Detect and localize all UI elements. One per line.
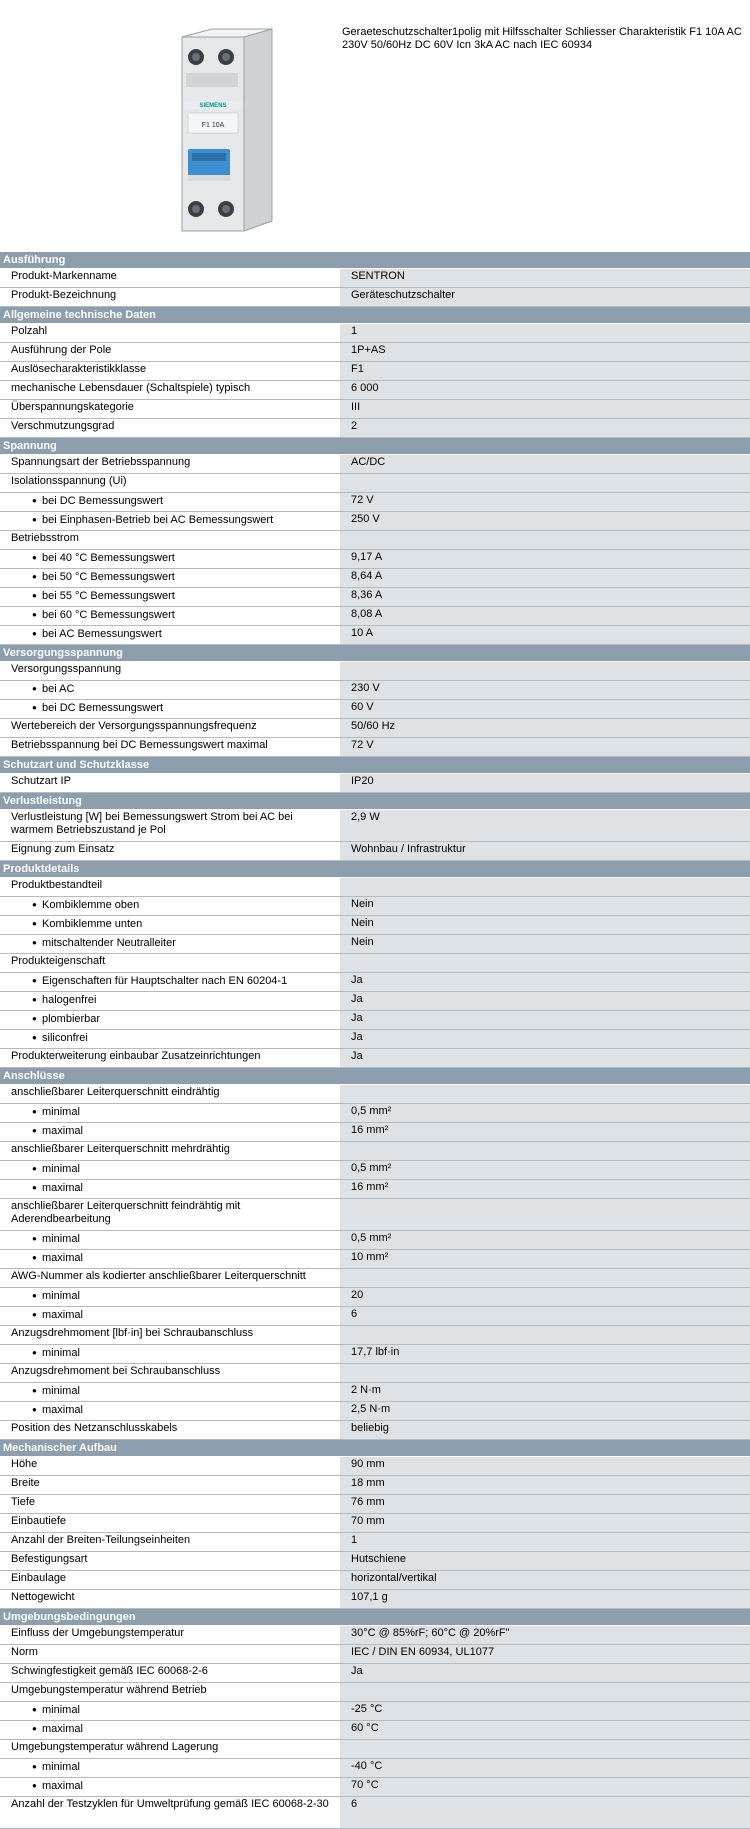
spec-row [0, 588, 750, 607]
spec-label: Norm [0, 1645, 340, 1664]
spec-label: ● minimal [0, 1288, 340, 1307]
spec-value: Nein [340, 897, 750, 916]
spec-value: 70 °C [340, 1778, 750, 1797]
spec-value [340, 1199, 750, 1231]
spec-row [0, 1645, 750, 1664]
spec-row [0, 343, 750, 362]
spec-label: ● minimal [0, 1759, 340, 1778]
spec-row [0, 1085, 750, 1104]
spec-label: Verlustleistung [W] bei Bemessungswert Strom bei AC bei warmem Betriebszustand je Pol [0, 810, 340, 842]
spec-row [0, 1288, 750, 1307]
spec-row [0, 1030, 750, 1049]
spec-label: Befestigungsart [0, 1552, 340, 1571]
spec-row [0, 455, 750, 474]
spec-row [0, 1740, 750, 1759]
spec-value [340, 1142, 750, 1161]
section-header [0, 861, 750, 878]
spec-row [0, 1364, 750, 1383]
spec-value: 6 [340, 1307, 750, 1326]
spec-label: Überspannungskategorie [0, 400, 340, 419]
spec-row [0, 288, 750, 307]
section-title: Produktdetails [0, 861, 750, 878]
spec-label: AWG-Nummer als kodierter anschließbarer Leiterquerschnitt [0, 1269, 340, 1288]
spec-label: Polzahl [0, 324, 340, 343]
section-title: Schutzart und Schutzklasse [0, 757, 750, 774]
spec-row [0, 1552, 750, 1571]
spec-row [0, 419, 750, 438]
spec-value: -40 °C [340, 1759, 750, 1778]
spec-label: ● maximal [0, 1307, 340, 1326]
spec-value: F1 [340, 362, 750, 381]
spec-value [340, 1683, 750, 1702]
spec-row [0, 607, 750, 626]
spec-row [0, 992, 750, 1011]
spec-row [0, 1161, 750, 1180]
spec-label: Anzugsdrehmoment [lbf·in] bei Schraubanschluss [0, 1326, 340, 1345]
spec-value: 107,1 g [340, 1590, 750, 1609]
section-header [0, 438, 750, 455]
spec-value: 2 N·m [340, 1383, 750, 1402]
spec-row [0, 1250, 750, 1269]
spec-label: ● plombierbar [0, 1011, 340, 1030]
spec-label: Produkteigenschaft [0, 954, 340, 973]
spec-value: Ja [340, 1049, 750, 1068]
spec-value: 9,17 A [340, 550, 750, 569]
spec-row [0, 381, 750, 400]
spec-row [0, 400, 750, 419]
spec-label: Schwingfestigkeit gemäß IEC 60068-2-6 [0, 1664, 340, 1683]
spec-value [340, 878, 750, 897]
spec-row [0, 1269, 750, 1288]
spec-row [0, 1123, 750, 1142]
spec-value: 20 [340, 1288, 750, 1307]
spec-value: Hutschiene [340, 1552, 750, 1571]
spec-label: ● maximal [0, 1721, 340, 1740]
spec-value: IP20 [340, 774, 750, 793]
spec-value: 6 000 [340, 381, 750, 400]
spec-value: 1 [340, 324, 750, 343]
spec-row [0, 810, 750, 842]
section-title: Anschlüsse [0, 1068, 750, 1085]
spec-row [0, 973, 750, 992]
spec-value: Wohnbau / Infrastruktur [340, 842, 750, 861]
spec-value: 16 mm² [340, 1180, 750, 1199]
spec-value: -25 °C [340, 1702, 750, 1721]
spec-label: ● maximal [0, 1123, 340, 1142]
spec-row [0, 531, 750, 550]
spec-value: Ja [340, 973, 750, 992]
spec-label: Produktbestandteil [0, 878, 340, 897]
spec-label: Ausführung der Pole [0, 343, 340, 362]
spec-label: ● bei 55 °C Bemessungswert [0, 588, 340, 607]
product-title: Geraeteschutzschalter1polig mit Hilfsschalter Schliesser Charakteristik F1 10A AC 230V 50/60Hz DC 60V Icn 3kA AC nach IEC 60934 [342, 26, 742, 51]
spec-label: Anzahl der Testzyklen für Umweltprüfung gemäß IEC 60068-2-30 [0, 1797, 340, 1829]
spec-label: Einbaulage [0, 1571, 340, 1590]
spec-row [0, 269, 750, 288]
spec-row [0, 512, 750, 531]
spec-row [0, 1626, 750, 1645]
spec-label: Versorgungsspannung [0, 662, 340, 681]
spec-label: ● Kombiklemme oben [0, 897, 340, 916]
spec-label: ● maximal [0, 1250, 340, 1269]
spec-label: ● siliconfrei [0, 1030, 340, 1049]
spec-value: Ja [340, 1011, 750, 1030]
spec-value [340, 662, 750, 681]
spec-value: 50/60 Hz [340, 719, 750, 738]
spec-value: 250 V [340, 512, 750, 531]
spec-label: anschließbarer Leiterquerschnitt mehrdrähtig [0, 1142, 340, 1161]
spec-row [0, 1664, 750, 1683]
section-title: Umgebungsbedingungen [0, 1609, 750, 1626]
section-title: Mechanischer Aufbau [0, 1440, 750, 1457]
spec-row [0, 324, 750, 343]
spec-row [0, 1049, 750, 1068]
spec-row [0, 662, 750, 681]
spec-value [340, 1269, 750, 1288]
spec-row [0, 774, 750, 793]
brand-mark: SIEMENS [199, 103, 227, 109]
spec-row [0, 1307, 750, 1326]
spec-label: ● minimal [0, 1383, 340, 1402]
spec-value: 90 mm [340, 1457, 750, 1476]
spec-label: anschließbarer Leiterquerschnitt eindrähtig [0, 1085, 340, 1104]
spec-row [0, 1759, 750, 1778]
spec-value: Nein [340, 935, 750, 954]
spec-row [0, 1142, 750, 1161]
spec-label: ● Eigenschaften für Hauptschalter nach EN 60204-1 [0, 973, 340, 992]
spec-value [340, 1326, 750, 1345]
spec-label: Nettogewicht [0, 1590, 340, 1609]
spec-row [0, 1457, 750, 1476]
spec-label: Position des Netzanschlusskabels [0, 1421, 340, 1440]
spec-row [0, 1571, 750, 1590]
spec-value [340, 1085, 750, 1104]
spec-value [340, 474, 750, 493]
spec-row [0, 1383, 750, 1402]
spec-value: 10 mm² [340, 1250, 750, 1269]
spec-row [0, 1797, 750, 1829]
spec-row [0, 897, 750, 916]
spec-label: ● mitschaltender Neutralleiter [0, 935, 340, 954]
spec-row [0, 1533, 750, 1552]
spec-label: ● maximal [0, 1778, 340, 1797]
spec-row [0, 1590, 750, 1609]
spec-value: 8,36 A [340, 588, 750, 607]
spec-value: III [340, 400, 750, 419]
spec-row [0, 1495, 750, 1514]
section-header [0, 757, 750, 774]
spec-label: ● maximal [0, 1180, 340, 1199]
spec-value: 70 mm [340, 1514, 750, 1533]
spec-row [0, 954, 750, 973]
spec-label: ● Kombiklemme unten [0, 916, 340, 935]
spec-row [0, 1421, 750, 1440]
spec-row [0, 1326, 750, 1345]
spec-value: 2,5 N·m [340, 1402, 750, 1421]
spec-label: ● bei AC Bemessungswert [0, 626, 340, 645]
spec-row [0, 1721, 750, 1740]
spec-label: ● bei 60 °C Bemessungswert [0, 607, 340, 626]
spec-value: Ja [340, 992, 750, 1011]
spec-label: ● bei 50 °C Bemessungswert [0, 569, 340, 588]
spec-value: 0,5 mm² [340, 1231, 750, 1250]
spec-label: Umgebungstemperatur während Betrieb [0, 1683, 340, 1702]
spec-value: 8,64 A [340, 569, 750, 588]
spec-row [0, 1345, 750, 1364]
spec-row [0, 1476, 750, 1495]
spec-row [0, 550, 750, 569]
spec-label: Einbautiefe [0, 1514, 340, 1533]
spec-value: 230 V [340, 681, 750, 700]
spec-label: Produkt-Bezeichnung [0, 288, 340, 307]
spec-label: Anzahl der Breiten-Teilungseinheiten [0, 1533, 340, 1552]
spec-row [0, 719, 750, 738]
spec-value: 2,9 W [340, 810, 750, 842]
spec-row [0, 493, 750, 512]
spec-label: ● maximal [0, 1402, 340, 1421]
section-header [0, 1440, 750, 1457]
spec-label: Tiefe [0, 1495, 340, 1514]
spec-label: anschließbarer Leiterquerschnitt feindrähtig mit Aderendbearbeitung [0, 1199, 340, 1231]
spec-row [0, 878, 750, 897]
spec-value: 72 V [340, 493, 750, 512]
spec-row [0, 1104, 750, 1123]
spec-value: 6 [340, 1797, 750, 1829]
spec-value: 8,08 A [340, 607, 750, 626]
spec-value: 76 mm [340, 1495, 750, 1514]
spec-value: Nein [340, 916, 750, 935]
product-header [0, 0, 750, 252]
spec-row [0, 1702, 750, 1721]
spec-label: ● minimal [0, 1161, 340, 1180]
spec-row [0, 569, 750, 588]
spec-label: mechanische Lebensdauer (Schaltspiele) typisch [0, 381, 340, 400]
spec-row [0, 1514, 750, 1533]
spec-value [340, 1364, 750, 1383]
section-header [0, 252, 750, 269]
spec-label: Höhe [0, 1457, 340, 1476]
spec-row [0, 474, 750, 493]
spec-label: Anzugsdrehmoment bei Schraubanschluss [0, 1364, 340, 1383]
section-header [0, 307, 750, 324]
spec-label: ● bei 40 °C Bemessungswert [0, 550, 340, 569]
spec-value [340, 954, 750, 973]
section-header [0, 1609, 750, 1626]
spec-label: Produkt-Markenname [0, 269, 340, 288]
spec-label: Betriebsstrom [0, 531, 340, 550]
spec-value: 60 °C [340, 1721, 750, 1740]
spec-value: Ja [340, 1030, 750, 1049]
spec-row [0, 1199, 750, 1231]
spec-label: Isolationsspannung (Ui) [0, 474, 340, 493]
spec-label: ● bei DC Bemessungswert [0, 493, 340, 512]
section-title: Versorgungsspannung [0, 645, 750, 662]
spec-value: AC/DC [340, 455, 750, 474]
spec-value: 10 A [340, 626, 750, 645]
spec-value: 72 V [340, 738, 750, 757]
spec-label: Eignung zum Einsatz [0, 842, 340, 861]
spec-value: beliebig [340, 1421, 750, 1440]
spec-value: Geräteschutzschalter [340, 288, 750, 307]
spec-label: ● minimal [0, 1345, 340, 1364]
spec-value: 2 [340, 419, 750, 438]
spec-row [0, 1180, 750, 1199]
spec-value: 17,7 lbf·in [340, 1345, 750, 1364]
spec-label: ● bei AC [0, 681, 340, 700]
section-title: Ausführung [0, 252, 750, 269]
spec-row [0, 1778, 750, 1797]
spec-row [0, 1231, 750, 1250]
device-label: F1 10A [201, 122, 225, 129]
spec-label: ● bei Einphasen-Betrieb bei AC Bemessungswert [0, 512, 340, 531]
spec-row [0, 1683, 750, 1702]
spec-row [0, 842, 750, 861]
spec-value: SENTRON [340, 269, 750, 288]
product-image [178, 25, 278, 243]
spec-row [0, 626, 750, 645]
section-header [0, 645, 750, 662]
section-title: Spannung [0, 438, 750, 455]
spec-label: Verschmutzungsgrad [0, 419, 340, 438]
spec-row [0, 738, 750, 757]
spec-label: Umgebungstemperatur während Lagerung [0, 1740, 340, 1759]
spec-value: 16 mm² [340, 1123, 750, 1142]
spec-row [0, 935, 750, 954]
spec-value: Ja [340, 1664, 750, 1683]
spec-value [340, 531, 750, 550]
spec-label: Einfluss der Umgebungstemperatur [0, 1626, 340, 1645]
spec-value: 1 [340, 1533, 750, 1552]
spec-label: Produkterweiterung einbaubar Zusatzeinrichtungen [0, 1049, 340, 1068]
spec-table [0, 252, 750, 1829]
section-title: Allgemeine technische Daten [0, 307, 750, 324]
spec-row [0, 1402, 750, 1421]
spec-row [0, 362, 750, 381]
spec-row [0, 916, 750, 935]
spec-value: 60 V [340, 700, 750, 719]
spec-value: 0,5 mm² [340, 1104, 750, 1123]
spec-value: 30°C @ 85%rF; 60°C @ 20%rF" [340, 1626, 750, 1645]
spec-value: 1P+AS [340, 343, 750, 362]
spec-value: horizontal/vertikal [340, 1571, 750, 1590]
spec-value: 0,5 mm² [340, 1161, 750, 1180]
spec-label: ● bei DC Bemessungswert [0, 700, 340, 719]
spec-value: IEC / DIN EN 60934, UL1077 [340, 1645, 750, 1664]
spec-label: ● minimal [0, 1104, 340, 1123]
spec-value [340, 1740, 750, 1759]
spec-row [0, 700, 750, 719]
spec-label: Wertebereich der Versorgungsspannungsfrequenz [0, 719, 340, 738]
spec-label: Spannungsart der Betriebsspannung [0, 455, 340, 474]
spec-label: ● halogenfrei [0, 992, 340, 1011]
spec-label: Schutzart IP [0, 774, 340, 793]
spec-label: ● minimal [0, 1702, 340, 1721]
spec-label: Betriebsspannung bei DC Bemessungswert maximal [0, 738, 340, 757]
spec-label: Auslösecharakteristikklasse [0, 362, 340, 381]
spec-row [0, 1011, 750, 1030]
section-title: Verlustleistung [0, 793, 750, 810]
section-header [0, 793, 750, 810]
section-header [0, 1068, 750, 1085]
spec-value: 18 mm [340, 1476, 750, 1495]
spec-label: ● minimal [0, 1231, 340, 1250]
spec-label: Breite [0, 1476, 340, 1495]
spec-row [0, 681, 750, 700]
